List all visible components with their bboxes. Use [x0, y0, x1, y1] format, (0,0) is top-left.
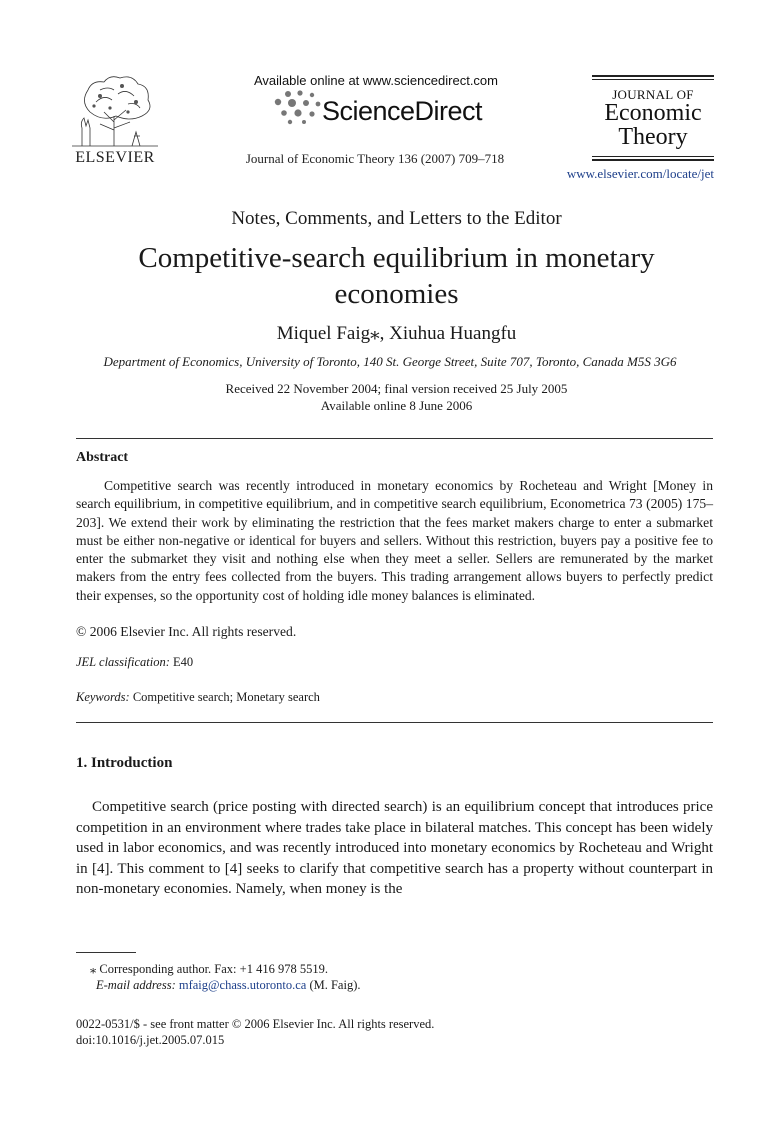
- footnote-rule: [76, 952, 136, 953]
- keywords: [76, 690, 320, 705]
- keywords-label: Keywords:: [76, 690, 130, 704]
- abstract-bottom-rule: [76, 722, 713, 723]
- journal-logo-rule-bottom: [592, 159, 714, 161]
- email-footnote: [96, 978, 361, 993]
- journal-logo-line-1: Economic: [604, 100, 702, 126]
- keywords-value: Competitive search; Monetary search: [129, 690, 320, 704]
- article-dates: [76, 380, 717, 414]
- article-title: Competitive-search equilibrium in monetary economies: [138, 242, 655, 310]
- sciencedirect-dots-icon: [270, 88, 330, 128]
- introduction-heading: 1. Introduction: [76, 755, 173, 771]
- jel-label: JEL classification:: [76, 655, 170, 669]
- journal-logo: [592, 73, 714, 163]
- email-link[interactable]: mfaig@chass.utoronto.ca: [178, 978, 307, 992]
- corresponding-author-footnote: ⁎ Corresponding author. Fax: +1 416 978 5519.: [90, 962, 328, 976]
- front-matter: 0022-0531/$ - see front matter © 2006 Elsevier Inc. All rights reserved.: [76, 1017, 435, 1031]
- email-label: E-mail address:: [96, 978, 176, 992]
- email-suffix: (M. Faig).: [306, 978, 361, 992]
- doi[interactable]: doi:10.1016/j.jet.2005.07.015: [76, 1033, 225, 1047]
- received-date: Received 22 November 2004; final version received 25 July 2005: [225, 381, 568, 396]
- introduction-text: Competitive search (price posting with directed search) is an equilibrium concept that introduces price competition in an environment where trades take place in bilateral matches. This concept has been widely used in labor economics, and was recently introduced into monetary economics by Rocheteau and Wright in [4]. This comment to [4] seeks to clarify that competitive search has a property without counterpart in non-monetary economies. Namely, when money is the: [76, 799, 713, 898]
- abstract-heading: Abstract: [76, 450, 129, 465]
- abstract-copyright: © 2006 Elsevier Inc. All rights reserved.: [76, 624, 297, 639]
- jel-classification: [76, 655, 193, 670]
- journal-logo-rule-bottom-thin: [592, 156, 714, 157]
- journal-logo-rule-top-thin: [592, 79, 714, 80]
- jel-value: E40: [169, 655, 194, 669]
- available-online-date: Available online 8 June 2006: [320, 398, 473, 413]
- author-affiliation: Department of Economics, University of Toronto, 140 St. George Street, Suite 707, Toronto, Canada M5S 3G6: [103, 354, 677, 369]
- publisher-name: ELSEVIER: [75, 149, 155, 166]
- elsevier-logo: [70, 72, 160, 168]
- abstract-top-rule: [76, 438, 713, 439]
- journal-logo-small-text: JOURNAL OF: [612, 87, 694, 102]
- journal-reference: Journal of Economic Theory 136 (2007) 709–718: [245, 151, 505, 166]
- section-label: Notes, Comments, and Letters to the Editor: [231, 208, 562, 229]
- sciencedirect-availability[interactable]: Available online at www.sciencedirect.com: [254, 73, 498, 88]
- journal-logo-rule-top: [592, 75, 714, 77]
- journal-logo-line-2: Theory: [618, 124, 688, 150]
- article-authors: Miquel Faig⁎, Xiuhua Huangfu: [276, 323, 517, 344]
- journal-url-link[interactable]: www.elsevier.com/locate/jet: [566, 166, 714, 181]
- abstract-text: Competitive search was recently introduced in monetary economics by Rocheteau and Wright [Money in search equilibrium, in competitive equilibrium, and in competitive search equilibrium, Econometrica 73 (2005) 175–203]. We extend their work by eliminating the restriction that the fees market makers charge to enter a submarket must be either non-negative or identical for buyers and sellers. Without this restriction, buyers pay a positive fee to enter the submarket they visit and nothing else when they meet a seller. Sellers are remunerated by the market makers from the entry fees collected from the buyers. This trading arrangement allows buyers to perfectly predict their expenses, so the opportunity cost of holding idle money balances is eliminated.: [76, 478, 713, 603]
- elsevier-tree-icon: [70, 72, 160, 148]
- sciencedirect-wordmark: ScienceDirect: [322, 96, 483, 126]
